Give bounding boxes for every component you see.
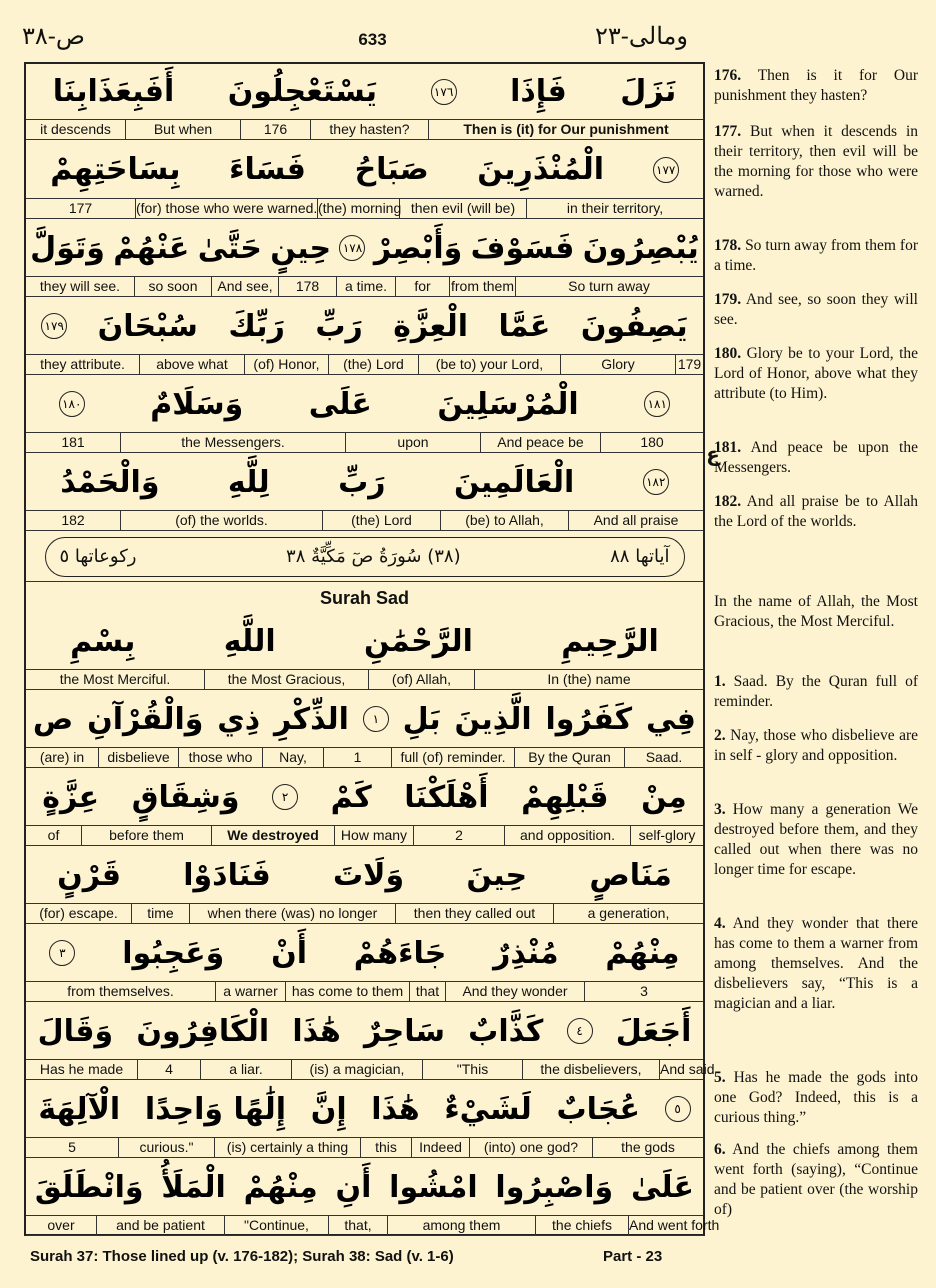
arabic-word: يَصِفُونَ xyxy=(580,308,688,344)
gloss-cell: How many xyxy=(335,826,414,845)
verse-number-marker: ٢ xyxy=(272,784,298,810)
verse-row xyxy=(26,141,703,219)
translation-text: And the chiefs among them went forth (saying), “Continue and be patient over (the worship of) xyxy=(714,1141,918,1218)
arabic-word: الْعِزَّةِ xyxy=(393,308,469,344)
gloss-cell: a warner xyxy=(216,982,286,1001)
gloss-cell: curious." xyxy=(119,1138,215,1157)
arabic-word: عَلَىٰ xyxy=(630,1169,695,1205)
arabic-word: وَتَوَلَّ xyxy=(30,230,105,266)
gloss-cell: 181 xyxy=(26,433,121,452)
arabic-word: كَمْ xyxy=(330,779,372,815)
verse-number-marker: ٣ xyxy=(49,940,75,966)
verse-number: 5. xyxy=(714,1069,726,1086)
verse-row xyxy=(26,613,703,690)
gloss-cell: Saad. xyxy=(645,749,683,765)
arabic-line xyxy=(26,847,703,903)
ruku-mark: ع xyxy=(706,442,720,466)
translation-paragraph xyxy=(714,914,918,1014)
gloss-cell: 182 xyxy=(26,511,121,530)
gloss-cell: that xyxy=(410,982,446,1001)
arabic-word: وَاصْبِرُوا xyxy=(495,1169,614,1205)
gloss-cell: they attribute. xyxy=(26,355,140,374)
arabic-line xyxy=(26,1159,703,1215)
gloss-cell: Has he made xyxy=(26,1060,138,1079)
arabic-word: قَرْنٍ xyxy=(57,857,122,893)
arabic-word: أَنِ xyxy=(335,1169,372,1205)
arabic-word: كَذَّابٌ xyxy=(468,1013,544,1049)
arabic-word: وَقَالَ xyxy=(37,1013,114,1049)
english-gloss-line xyxy=(26,981,703,1001)
gloss-cell: (is) a magician, xyxy=(292,1060,423,1079)
arabic-word: وَالْقُرْآنِ xyxy=(87,701,204,737)
banner-ruku-count: ركوعاتها ٥ xyxy=(59,546,137,567)
verse-row xyxy=(26,454,703,531)
gloss-cell: "This xyxy=(423,1060,523,1079)
gloss-cell: (the) morning xyxy=(318,200,402,216)
gloss-cell: disbelieve xyxy=(99,748,179,767)
translation-text: Has he made the gods into one God? Indeed, this is a curious thing.” xyxy=(714,1069,919,1126)
arabic-word: مُنْذِرٌ xyxy=(493,935,559,971)
translation-paragraph xyxy=(714,290,918,330)
arabic-word: عُجَابٌ xyxy=(556,1091,640,1127)
verse-row xyxy=(26,925,703,1002)
gloss-cell: 176 xyxy=(241,120,311,139)
verse-number: 182. xyxy=(714,493,742,510)
arabic-word: حَتَّىٰ xyxy=(197,230,262,266)
gloss-cell: And peace be xyxy=(481,433,601,452)
arabic-word: فَسَاءَ xyxy=(229,152,306,187)
gloss-cell: (for) those who were warned. xyxy=(136,200,318,216)
arabic-word: الْعَالَمِينَ xyxy=(453,464,575,500)
banner-ayat-count: آياتها ٨٨ xyxy=(610,546,670,567)
arabic-word: الْمُرْسَلِينَ xyxy=(437,386,579,422)
english-gloss-line xyxy=(26,198,703,218)
header-surah-ref: ص-٣٨ xyxy=(22,22,85,50)
footer-part: Part - 23 xyxy=(603,1248,663,1265)
translation-text: Glory be to your Lord, the Lord of Honor, above what they attribute (to Him). xyxy=(714,345,919,402)
surah-banner xyxy=(26,532,703,582)
arabic-word: إِنَّ xyxy=(310,1091,347,1127)
english-gloss-line xyxy=(26,1215,720,1235)
translation-paragraph xyxy=(714,800,918,880)
translation-paragraph xyxy=(714,672,918,712)
gloss-cell: 179 xyxy=(677,356,702,372)
translation-paragraph xyxy=(714,438,918,478)
verse-number: 179. xyxy=(714,291,742,308)
gloss-cell: We destroyed xyxy=(212,826,335,845)
arabic-word: وَالْحَمْدُ xyxy=(60,464,160,500)
gloss-cell: (the) Lord xyxy=(323,511,441,530)
gloss-cell: that, xyxy=(329,1216,388,1235)
gloss-cell: 178 xyxy=(279,277,337,296)
arabic-line xyxy=(26,1003,703,1059)
arabic-word: الْآلِهَةَ xyxy=(38,1091,121,1127)
gloss-cell: And they wonder xyxy=(446,982,585,1001)
gloss-cell: So turn away xyxy=(568,278,650,294)
gloss-cell: (the) Lord xyxy=(329,355,419,374)
translation-paragraph xyxy=(714,344,918,404)
gloss-cell: (be to) your Lord, xyxy=(419,355,561,374)
translation-text: Nay, those who disbelieve are in self - glory and opposition. xyxy=(714,727,918,764)
gloss-cell: (be) to Allah, xyxy=(441,511,569,530)
arabic-word: ذِي xyxy=(217,701,261,737)
translation-paragraph xyxy=(714,1140,918,1220)
gloss-cell: has come to them xyxy=(286,982,410,1001)
gloss-cell: 1 xyxy=(324,748,392,767)
verse-number-marker: ٥ xyxy=(665,1096,691,1122)
arabic-line xyxy=(26,925,703,981)
verse-number: 181. xyxy=(714,439,742,456)
arabic-word: لِلَّهِ xyxy=(227,464,270,500)
arabic-word: كَفَرُوا xyxy=(545,701,633,737)
gloss-cell: 4 xyxy=(138,1060,201,1079)
gloss-cell: the gods xyxy=(621,1139,675,1155)
gloss-cell: the Messengers. xyxy=(121,433,346,452)
verse-row xyxy=(26,376,703,453)
verse-row xyxy=(26,847,703,924)
arabic-word: سَاحِرٌ xyxy=(363,1013,445,1049)
verse-number-marker: ١٧٦ xyxy=(431,79,457,105)
gloss-cell: time xyxy=(132,904,190,923)
arabic-word: مِنْ xyxy=(641,779,687,815)
english-gloss-line xyxy=(26,747,703,767)
verse-row xyxy=(26,1081,703,1158)
english-gloss-line xyxy=(26,119,703,139)
gloss-cell: and be patient xyxy=(97,1216,225,1235)
arabic-line xyxy=(26,298,703,354)
gloss-cell: above what xyxy=(140,355,245,374)
surah-title: Surah Sad xyxy=(319,588,410,608)
gloss-cell: over xyxy=(26,1216,97,1235)
arabic-word: مِنْهُمْ xyxy=(243,1169,318,1205)
gloss-cell: this xyxy=(361,1138,412,1157)
gloss-cell: And see, xyxy=(212,277,279,296)
arabic-line xyxy=(26,613,703,669)
arabic-line xyxy=(26,769,703,825)
gloss-cell: 3 xyxy=(640,983,648,999)
arabic-word: فِي xyxy=(645,701,696,737)
arabic-word: الْكَافِرُونَ xyxy=(136,1013,270,1049)
gloss-cell: But when xyxy=(126,120,241,139)
arabic-word: أَنْ xyxy=(271,935,307,971)
arabic-word: عَمَّا xyxy=(498,308,551,344)
gloss-cell: a liar. xyxy=(201,1060,292,1079)
translation-text: And all praise be to Allah the Lord of the worlds. xyxy=(714,493,918,530)
translation-paragraph xyxy=(714,66,918,106)
gloss-cell: they hasten? xyxy=(311,120,429,139)
banner-surah-name: (٣٨) سُورَةُ صٓ مَكِّيَّةٌ ٣٨ xyxy=(286,546,461,567)
arabic-line xyxy=(26,454,703,510)
arabic-line xyxy=(26,141,703,198)
gloss-cell: And went forth xyxy=(629,1217,720,1233)
english-gloss-line xyxy=(26,432,703,452)
gloss-cell: in their territory, xyxy=(566,200,664,216)
arabic-word: إِلَٰهًا وَاحِدًا xyxy=(144,1091,287,1127)
english-gloss-line xyxy=(26,825,703,845)
gloss-cell: (is) certainly a thing xyxy=(215,1138,361,1157)
surah-banner-frame xyxy=(45,537,685,577)
translation-text: So turn away from them for a time. xyxy=(714,237,918,274)
gloss-cell: the disbelievers, xyxy=(523,1060,660,1079)
gloss-cell: the Most Gracious, xyxy=(205,670,369,689)
gloss-cell: those who xyxy=(179,748,263,767)
gloss-cell: (of) Allah, xyxy=(369,670,475,689)
arabic-word: عَنْهُمْ xyxy=(113,230,190,266)
gloss-cell: "Continue, xyxy=(225,1216,329,1235)
verse-number-marker: ١٨١ xyxy=(644,391,670,417)
gloss-cell: Glory xyxy=(561,355,676,374)
arabic-word: مَنَاصٍ xyxy=(589,857,672,893)
english-gloss-line xyxy=(26,669,703,689)
verse-number: 177. xyxy=(714,123,742,140)
english-gloss-line xyxy=(26,1059,715,1079)
gloss-cell: Nay, xyxy=(263,748,324,767)
arabic-word: رَبِّ xyxy=(315,308,363,344)
arabic-word: عَلَى xyxy=(308,386,372,422)
arabic-word: جَاءَهُمْ xyxy=(353,935,447,971)
arabic-word: فَنَادَوْا xyxy=(183,857,271,893)
translation-paragraph xyxy=(714,592,918,632)
gloss-cell: (of) Honor, xyxy=(245,355,329,374)
arabic-word: عِزَّةٍ xyxy=(42,779,100,815)
gloss-cell: Indeed xyxy=(412,1138,470,1157)
gloss-cell: the Most Merciful. xyxy=(26,670,205,689)
verse-number: 1. xyxy=(714,673,726,690)
arabic-line xyxy=(26,220,703,276)
arabic-word: هَٰذَا xyxy=(292,1013,341,1049)
gloss-cell: they will see. xyxy=(26,277,135,296)
translation-paragraph xyxy=(714,236,918,276)
translation-text: In the name of Allah, the Most Gracious, the Most Merciful. xyxy=(714,593,918,630)
arabic-line xyxy=(26,1081,703,1137)
arabic-word: لَشَيْءٌ xyxy=(444,1091,532,1127)
gloss-cell: when there (was) no longer xyxy=(190,904,396,923)
gloss-cell: And said xyxy=(660,1061,715,1077)
translation-text: Saad. By the Quran full of reminder. xyxy=(714,673,918,710)
translation-text: And they wonder that there has come to them a warner from among themselves. And the disbelievers say, “This is a magician and a liar. xyxy=(714,915,918,1012)
gloss-cell: (into) one god? xyxy=(470,1138,593,1157)
arabic-word: اللَّهِ xyxy=(223,623,276,659)
translation-paragraph xyxy=(714,1068,918,1128)
gloss-cell: 5 xyxy=(26,1138,119,1157)
english-gloss-line xyxy=(26,1137,703,1157)
gloss-cell: for xyxy=(396,277,450,296)
gloss-cell: In (the) name xyxy=(547,671,631,687)
gloss-cell: (for) escape. xyxy=(26,904,132,923)
gloss-cell: And all praise xyxy=(593,512,679,528)
arabic-line xyxy=(26,691,703,747)
gloss-cell: (are) in xyxy=(26,748,99,767)
footer-surah-range: Surah 37: Those lined up (v. 176-182); Surah 38: Sad (v. 1-6) xyxy=(30,1248,454,1265)
gloss-cell: a generation, xyxy=(587,905,670,921)
arabic-word: وَلَاتَ xyxy=(332,857,405,893)
verse-row xyxy=(26,220,703,297)
page-number: 633 xyxy=(358,30,387,49)
arabic-word: بِسَاحَتِهِمْ xyxy=(50,152,181,187)
arabic-word: رَبِّ xyxy=(338,464,386,500)
arabic-word: رَبِّكَ xyxy=(228,308,285,344)
arabic-word: وَأَبْصِرْ xyxy=(373,230,463,266)
verse-row xyxy=(26,1159,720,1236)
gloss-cell: so soon xyxy=(135,277,212,296)
gloss-cell: then they called out xyxy=(396,904,554,923)
arabic-word: أَفَبِعَذَابِنَا xyxy=(52,74,175,109)
gloss-cell: self-glory xyxy=(638,827,696,843)
verse-number: 4. xyxy=(714,915,726,932)
arabic-word: الَّذِينَ xyxy=(454,701,532,737)
arabic-word: هَٰذَا xyxy=(371,1091,420,1127)
arabic-word: أَجَعَلَ xyxy=(615,1013,692,1049)
english-gloss-line xyxy=(26,903,703,923)
translation-grid xyxy=(24,62,720,1236)
arabic-word: الذِّكْرِ xyxy=(273,701,349,737)
gloss-cell: a time. xyxy=(337,277,396,296)
translation-paragraph xyxy=(714,122,918,202)
gloss-cell: from them xyxy=(450,278,514,294)
arabic-word: سُبْحَانَ xyxy=(97,308,198,344)
arabic-word: فَسَوْفَ xyxy=(470,230,575,266)
arabic-word: فَإِذَا xyxy=(510,74,567,109)
gloss-cell: it descends xyxy=(26,120,126,139)
verse-row xyxy=(26,691,703,768)
arabic-word: حِينَ xyxy=(466,857,528,893)
english-gloss-line xyxy=(26,510,703,530)
arabic-word: ص xyxy=(32,701,74,737)
arabic-word: صَبَاحُ xyxy=(354,152,429,187)
english-gloss-line xyxy=(26,354,703,374)
arabic-word: نَزَلَ xyxy=(620,74,677,109)
gloss-cell: full (of) reminder. xyxy=(392,748,515,767)
verse-number-marker: ١٨٠ xyxy=(59,391,85,417)
gloss-cell: upon xyxy=(346,433,481,452)
arabic-word: مِنْهُمْ xyxy=(605,935,680,971)
verse-row xyxy=(26,1003,715,1080)
verse-number: 2. xyxy=(714,727,726,744)
arabic-word: وَعَجِبُوا xyxy=(122,935,225,971)
gloss-cell: Then is (it) for Our punishment xyxy=(463,121,669,137)
verse-number-marker: ١٧٩ xyxy=(41,313,67,339)
arabic-word: الرَّحِيمِ xyxy=(561,623,659,659)
arabic-word: يُبْصِرُونَ xyxy=(582,230,699,266)
arabic-word: وَانْطَلَقَ xyxy=(34,1169,144,1205)
translation-text: But when it descends in their territory, then evil will be the morning for those who were warned. xyxy=(714,123,918,200)
translation-text: And peace be upon the Messengers. xyxy=(714,439,918,476)
gloss-cell: 2 xyxy=(414,826,505,845)
translation-text: How many a generation We destroyed before them, and they called out when there was no longer time for escape. xyxy=(714,801,919,878)
arabic-word: وَشِقَاقٍ xyxy=(131,779,240,815)
english-gloss-line xyxy=(26,276,703,296)
arabic-word: امْشُوا xyxy=(389,1169,478,1205)
header-part-ref: ومالى-٢٣ xyxy=(595,22,688,50)
arabic-word: أَهْلَكْنَا xyxy=(404,779,489,815)
gloss-cell: the chiefs xyxy=(536,1216,629,1235)
verse-number-marker: ١٧٧ xyxy=(653,157,679,183)
verse-number-marker: ١ xyxy=(363,706,389,732)
arabic-word: الْمُنْذَرِينَ xyxy=(477,152,605,187)
verse-row xyxy=(26,769,703,846)
verse-number-marker: ١٨٢ xyxy=(643,469,669,495)
verse-number: 6. xyxy=(714,1141,726,1158)
arabic-word: حِينٍ xyxy=(270,230,332,266)
arabic-line xyxy=(26,64,703,119)
verse-number: 180. xyxy=(714,345,742,362)
verse-row xyxy=(26,298,703,375)
gloss-cell: from themselves. xyxy=(26,982,216,1001)
translation-text: Then is it for Our punishment they hasten? xyxy=(714,67,918,104)
gloss-cell: among them xyxy=(388,1216,536,1235)
verse-number-marker: ٤ xyxy=(567,1018,593,1044)
translation-paragraph xyxy=(714,492,918,532)
gloss-cell: then evil (will be) xyxy=(400,199,527,218)
verse-number: 3. xyxy=(714,801,726,818)
verse-number-marker: ١٧٨ xyxy=(339,235,365,261)
arabic-word: الْمَلَأُ xyxy=(161,1169,226,1205)
verse-number: 178. xyxy=(714,237,742,254)
arabic-word: الرَّحْمَٰنِ xyxy=(363,623,473,659)
arabic-line xyxy=(26,376,703,432)
gloss-cell: (of) the worlds. xyxy=(121,511,323,530)
gloss-cell: of xyxy=(26,826,82,845)
gloss-cell: before them xyxy=(82,826,212,845)
translation-paragraph xyxy=(714,726,918,766)
gloss-cell: 177 xyxy=(26,199,136,218)
gloss-cell: 180 xyxy=(640,434,664,450)
verse-number: 176. xyxy=(714,67,742,84)
arabic-word: وَسَلَامٌ xyxy=(150,386,244,422)
arabic-word: يَسْتَعْجِلُونَ xyxy=(227,74,378,109)
gloss-cell: By the Quran xyxy=(515,748,625,767)
arabic-word: قَبْلِهِمْ xyxy=(521,779,609,815)
arabic-word: بِسْمِ xyxy=(70,623,136,659)
gloss-cell: and opposition. xyxy=(505,826,631,845)
arabic-word: بَلِ xyxy=(402,701,441,737)
translation-text: And see, so soon they will see. xyxy=(714,291,918,328)
verse-row xyxy=(26,64,703,140)
